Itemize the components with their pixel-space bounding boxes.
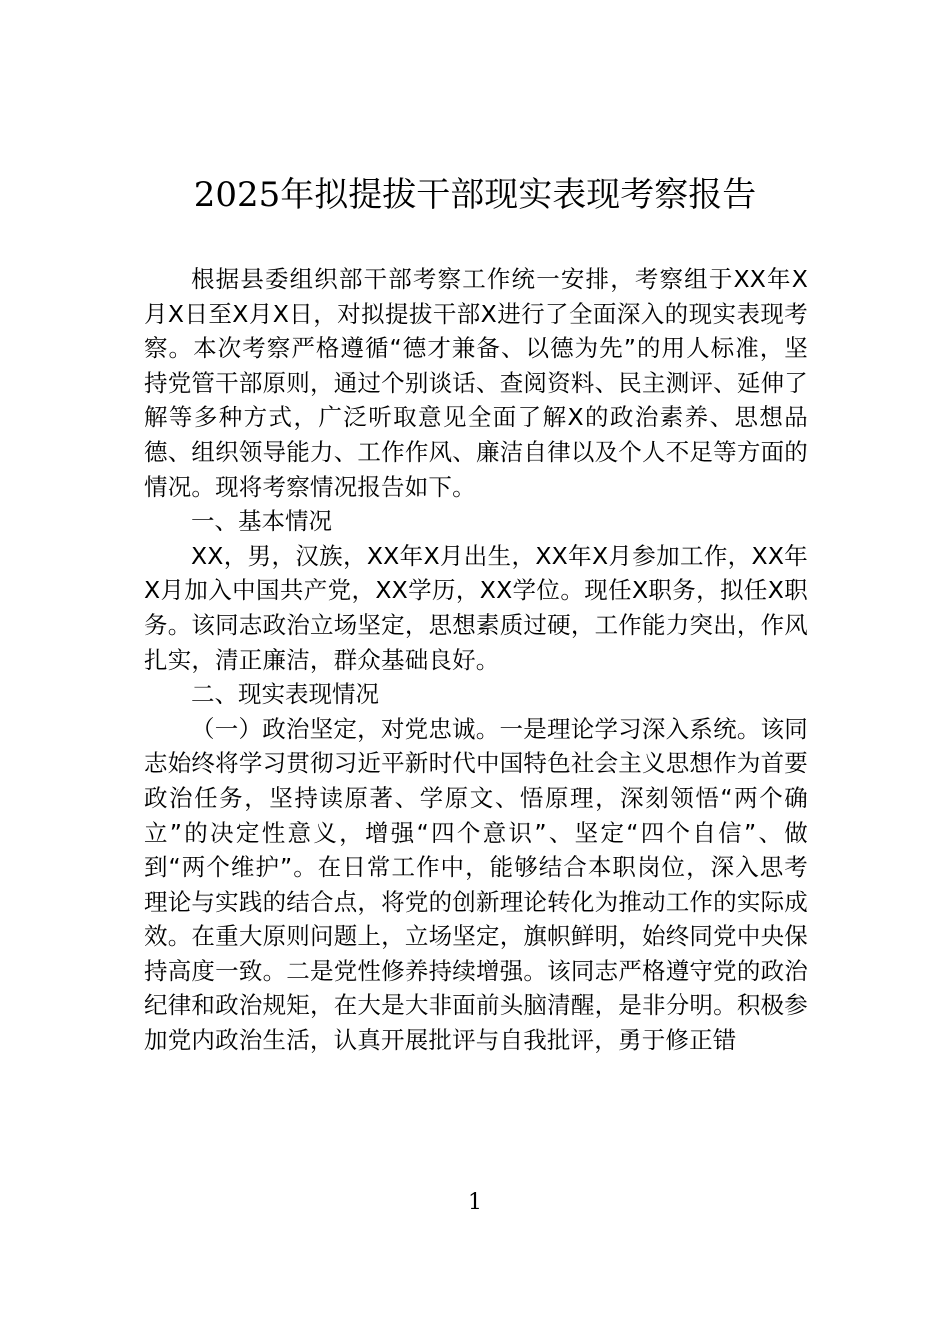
section-heading-basic-info: 一、基本情况: [191, 507, 332, 536]
intro-paragraph: 根据县委组织部干部考察工作统一安排，考察组于XX年X月X日至X月X日，对拟提拔干部X进行了全面深入的现实表现考察。本次考察严格遵循“德才兼备、以德为先”的用人标准，坚持党管干部原则，通过个别谈话、查阅资料、民主测评、延伸了解等多种方式，广泛听取意见全面了解X的政治素养、思想品德、组织领导能力、工作作风、廉洁自律以及个人不足等方面的情况。现将考察情况报告如下。: [144, 265, 808, 501]
page-number: 1: [468, 1190, 482, 1215]
performance-paragraph: （一）政治坚定，对党忠诚。一是理论学习深入系统。该同志始终将学习贯彻习近平新时代中国特色社会主义思想作为首要政治任务，坚持读原著、学原文、悟原理，深刻领悟“两个确立”的决定性意义，增强“四个意识”、坚定“四个自信”、做到“两个维护”。在日常工作中，能够结合本职岗位，深入思考理论与实践的结合点，将党的创新理论转化为推动工作的实际成效。在重大原则问题上，立场坚定，旗帜鲜明，始终同党中央保持高度一致。二是党性修养持续增强。该同志严格遵守党的政治纪律和政治规矩，在大是大非面前头脑清醒，是非分明。积极参加党内政治生活，认真开展批评与自我批评，勇于修正错: [144, 714, 808, 1055]
document-body: [144, 262, 808, 1058]
document-title: 2025年拟提拔干部现实表现考察报告: [193, 175, 757, 215]
basic-info-paragraph: XX，男，汉族，XX年X月出生，XX年X月参加工作，XX年X月加入中国共产党，XX学历，XX学位。现任X职务，拟任X职务。该同志政治立场坚定，思想素质过硬，工作能力突出，作风扎实，清正廉洁，群众基础良好。: [144, 541, 808, 674]
section-heading-performance: 二、现实表现情况: [191, 680, 379, 709]
